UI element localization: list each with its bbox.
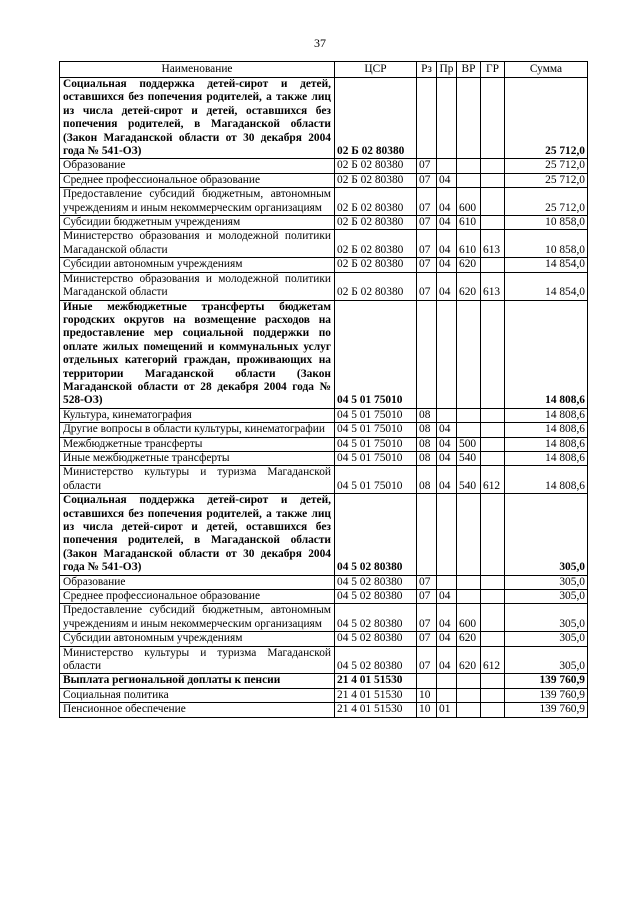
row-rz: 07 (417, 159, 437, 173)
page-number: 37 (314, 36, 326, 50)
row-name: Министерство образования и молодежной политики Магаданской области (60, 230, 335, 258)
table-row (60, 688, 588, 702)
row-name: Среднее профессиональное образование (60, 590, 335, 604)
row-sum: 305,0 (505, 632, 588, 646)
row-gr (481, 423, 505, 437)
row-gr (481, 159, 505, 173)
row-sum: 14 854,0 (505, 258, 588, 272)
row-csr: 21 4 01 51530 (335, 674, 417, 688)
row-name: Другие вопросы в области культуры, кинематографии (60, 423, 335, 437)
table-header-row (60, 62, 588, 78)
row-rz: 07 (417, 173, 437, 187)
table-row (60, 604, 588, 632)
row-pr (437, 78, 457, 159)
row-rz: 08 (417, 408, 437, 422)
row-sum: 305,0 (505, 590, 588, 604)
budget-table (59, 61, 588, 718)
row-vr (457, 423, 481, 437)
row-name: Среднее профессиональное образование (60, 173, 335, 187)
row-gr (481, 590, 505, 604)
header-sum: Сумма (505, 62, 588, 78)
table-row (60, 216, 588, 230)
row-sum: 139 760,9 (505, 703, 588, 717)
row-sum: 10 858,0 (505, 230, 588, 258)
table-row (60, 575, 588, 589)
row-csr: 04 5 01 75010 (335, 300, 417, 408)
row-pr: 04 (437, 437, 457, 451)
table-row (60, 674, 588, 688)
row-name: Выплата региональной доплаты к пенсии (60, 674, 335, 688)
row-sum: 305,0 (505, 604, 588, 632)
row-rz (417, 674, 437, 688)
row-vr: 540 (457, 466, 481, 494)
table-row (60, 494, 588, 575)
row-rz: 08 (417, 437, 437, 451)
row-vr (457, 703, 481, 717)
row-csr: 02 Б 02 80380 (335, 216, 417, 230)
table-row (60, 188, 588, 216)
row-csr: 02 Б 02 80380 (335, 78, 417, 159)
row-gr (481, 688, 505, 702)
row-gr: 612 (481, 646, 505, 674)
row-rz: 07 (417, 590, 437, 604)
row-csr: 02 Б 02 80380 (335, 159, 417, 173)
row-pr: 04 (437, 646, 457, 674)
row-pr: 04 (437, 272, 457, 300)
row-csr: 04 5 01 75010 (335, 437, 417, 451)
row-csr: 04 5 02 80380 (335, 494, 417, 575)
row-gr (481, 674, 505, 688)
row-gr (481, 188, 505, 216)
row-csr: 02 Б 02 80380 (335, 258, 417, 272)
row-vr (457, 575, 481, 589)
row-sum: 25 712,0 (505, 78, 588, 159)
row-sum: 25 712,0 (505, 159, 588, 173)
row-rz: 08 (417, 466, 437, 494)
row-csr: 04 5 01 75010 (335, 451, 417, 465)
table-row (60, 703, 588, 717)
row-rz: 08 (417, 451, 437, 465)
row-vr (457, 300, 481, 408)
row-sum: 305,0 (505, 494, 588, 575)
row-sum: 14 808,6 (505, 300, 588, 408)
row-pr: 04 (437, 423, 457, 437)
row-pr: 04 (437, 604, 457, 632)
row-pr: 01 (437, 703, 457, 717)
table-row (60, 230, 588, 258)
row-csr: 02 Б 02 80380 (335, 272, 417, 300)
row-sum: 25 712,0 (505, 173, 588, 187)
row-sum: 14 808,6 (505, 423, 588, 437)
row-sum: 139 760,9 (505, 688, 588, 702)
row-vr: 600 (457, 188, 481, 216)
row-sum: 139 760,9 (505, 674, 588, 688)
row-sum: 305,0 (505, 575, 588, 589)
row-name: Межбюджетные трансферты (60, 437, 335, 451)
row-pr: 04 (437, 258, 457, 272)
row-gr (481, 703, 505, 717)
row-vr: 610 (457, 230, 481, 258)
table-row (60, 632, 588, 646)
row-csr: 04 5 01 75010 (335, 466, 417, 494)
table-row (60, 466, 588, 494)
row-name: Образование (60, 575, 335, 589)
row-name: Министерство образования и молодежной политики Магаданской области (60, 272, 335, 300)
header-csr: ЦСР (335, 62, 417, 78)
row-pr: 04 (437, 632, 457, 646)
row-pr (437, 159, 457, 173)
row-name: Субсидии автономным учреждениям (60, 258, 335, 272)
row-csr: 02 Б 02 80380 (335, 230, 417, 258)
row-rz: 07 (417, 258, 437, 272)
row-sum: 305,0 (505, 646, 588, 674)
row-gr (481, 437, 505, 451)
row-pr: 04 (437, 230, 457, 258)
row-vr (457, 590, 481, 604)
row-csr: 02 Б 02 80380 (335, 173, 417, 187)
row-name: Министерство культуры и туризма Магаданской области (60, 466, 335, 494)
row-name: Культура, кинематография (60, 408, 335, 422)
table-row (60, 423, 588, 437)
row-gr (481, 173, 505, 187)
table-row (60, 646, 588, 674)
row-rz (417, 494, 437, 575)
row-rz: 10 (417, 703, 437, 717)
row-vr (457, 173, 481, 187)
row-rz: 07 (417, 632, 437, 646)
row-vr: 600 (457, 604, 481, 632)
row-vr (457, 494, 481, 575)
row-vr (457, 674, 481, 688)
row-gr (481, 78, 505, 159)
table-row (60, 258, 588, 272)
row-name: Предоставление субсидий бюджетным, автономным учреждениям и иным некоммерческим организациям (60, 188, 335, 216)
table-row (60, 173, 588, 187)
row-gr: 613 (481, 272, 505, 300)
row-vr: 500 (457, 437, 481, 451)
row-gr (481, 451, 505, 465)
row-name: Социальная политика (60, 688, 335, 702)
row-pr (437, 674, 457, 688)
header-pr: Пр (437, 62, 457, 78)
row-pr: 04 (437, 216, 457, 230)
row-gr (481, 494, 505, 575)
row-sum: 14 854,0 (505, 272, 588, 300)
table-row (60, 408, 588, 422)
row-name: Социальная поддержка детей-сирот и детей, оставшихся без попечения родителей, а также лиц из числа детей-сирот и детей, оставшихся без попечения родителей, в Магаданской области (Закон Магаданской области от 30 декабря 2004 года № 541-ОЗ) (60, 494, 335, 575)
table-row (60, 159, 588, 173)
table-row (60, 590, 588, 604)
header-gr: ГР (481, 62, 505, 78)
row-rz: 07 (417, 604, 437, 632)
row-name: Министерство культуры и туризма Магаданской области (60, 646, 335, 674)
row-gr (481, 408, 505, 422)
row-rz: 07 (417, 272, 437, 300)
row-gr (481, 258, 505, 272)
row-gr (481, 632, 505, 646)
row-csr: 04 5 02 80380 (335, 632, 417, 646)
row-csr: 04 5 02 80380 (335, 590, 417, 604)
row-name: Социальная поддержка детей-сирот и детей, оставшихся без попечения родителей, а также лиц из числа детей-сирот и детей, оставшихся без попечения родителей, в Магаданской области (Закон Магаданской области от 30 декабря 2004 года № 541-ОЗ) (60, 78, 335, 159)
row-vr (457, 78, 481, 159)
row-sum: 25 712,0 (505, 188, 588, 216)
row-sum: 14 808,6 (505, 466, 588, 494)
row-name: Иные межбюджетные трансферты (60, 451, 335, 465)
row-pr: 04 (437, 466, 457, 494)
header-vr: ВР (457, 62, 481, 78)
row-gr (481, 575, 505, 589)
row-vr: 620 (457, 632, 481, 646)
row-vr: 610 (457, 216, 481, 230)
row-gr (481, 604, 505, 632)
row-name: Субсидии автономным учреждениям (60, 632, 335, 646)
row-rz (417, 300, 437, 408)
row-csr: 02 Б 02 80380 (335, 188, 417, 216)
row-pr: 04 (437, 590, 457, 604)
row-pr (437, 575, 457, 589)
row-rz: 07 (417, 646, 437, 674)
row-csr: 04 5 01 75010 (335, 408, 417, 422)
row-name: Пенсионное обеспечение (60, 703, 335, 717)
row-sum: 14 808,6 (505, 451, 588, 465)
row-name: Субсидии бюджетным учреждениям (60, 216, 335, 230)
row-gr: 612 (481, 466, 505, 494)
row-sum: 10 858,0 (505, 216, 588, 230)
row-vr: 620 (457, 646, 481, 674)
row-name: Образование (60, 159, 335, 173)
row-pr: 04 (437, 451, 457, 465)
row-pr: 04 (437, 173, 457, 187)
row-csr: 04 5 02 80380 (335, 604, 417, 632)
row-csr: 21 4 01 51530 (335, 703, 417, 717)
row-gr (481, 216, 505, 230)
table-row (60, 78, 588, 159)
row-vr: 620 (457, 258, 481, 272)
row-name: Предоставление субсидий бюджетным, автономным учреждениям и иным некоммерческим организациям (60, 604, 335, 632)
row-gr: 613 (481, 230, 505, 258)
table-row (60, 272, 588, 300)
row-csr: 21 4 01 51530 (335, 688, 417, 702)
row-rz: 08 (417, 423, 437, 437)
row-vr: 620 (457, 272, 481, 300)
row-vr (457, 159, 481, 173)
row-sum: 14 808,6 (505, 437, 588, 451)
row-rz (417, 78, 437, 159)
row-rz: 10 (417, 688, 437, 702)
row-csr: 04 5 02 80380 (335, 646, 417, 674)
row-sum: 14 808,6 (505, 408, 588, 422)
row-pr (437, 688, 457, 702)
table-row (60, 300, 588, 408)
header-name: Наименование (60, 62, 335, 78)
table-row (60, 437, 588, 451)
header-rz: Рз (417, 62, 437, 78)
table-row (60, 451, 588, 465)
row-name: Иные межбюджетные трансферты бюджетам городских округов на возмещение расходов на предоставление мер социальной поддержки по оплате жилых помещений и коммунальных услуг отдельных категорий граждан, проживающих на территории Магаданской области (Закон Магаданской области от 28 декабря 2004 года № 528-ОЗ) (60, 300, 335, 408)
row-rz: 07 (417, 230, 437, 258)
row-pr (437, 494, 457, 575)
row-rz: 07 (417, 216, 437, 230)
row-csr: 04 5 01 75010 (335, 423, 417, 437)
row-csr: 04 5 02 80380 (335, 575, 417, 589)
row-rz: 07 (417, 575, 437, 589)
row-gr (481, 300, 505, 408)
row-pr: 04 (437, 188, 457, 216)
row-vr (457, 408, 481, 422)
row-pr (437, 300, 457, 408)
row-rz: 07 (417, 188, 437, 216)
row-pr (437, 408, 457, 422)
row-vr (457, 688, 481, 702)
row-vr: 540 (457, 451, 481, 465)
